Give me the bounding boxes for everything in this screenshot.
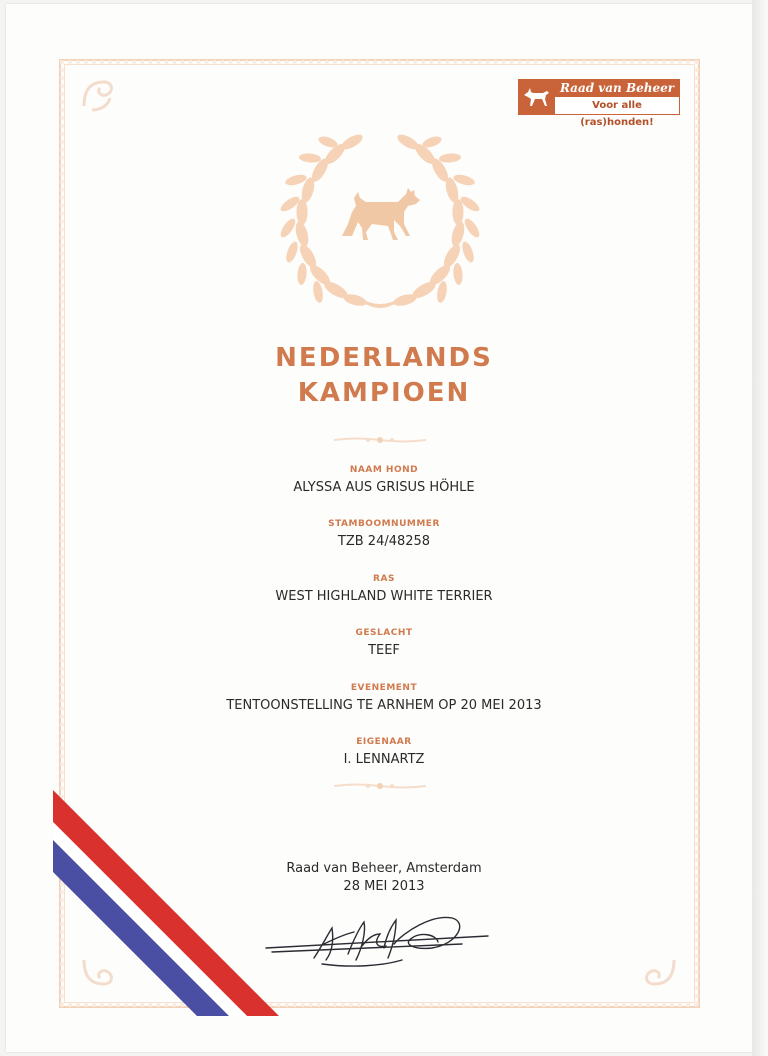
dog-name-value: ALYSSA AUS GRISUS HÖHLE <box>293 480 475 495</box>
issuer-text: Raad van Beheer, Amsterdam <box>286 861 482 876</box>
owner-value: I. LENNARTZ <box>343 752 425 767</box>
dog-logo-icon <box>519 80 555 114</box>
certificate-title-line1: NEDERLANDS <box>275 343 493 373</box>
logo-name: Raad van Beheer <box>555 80 679 97</box>
pedigree-number-label: STAMBOOMNUMMER <box>328 519 440 529</box>
dog-name-label: NAAM HOND <box>349 465 419 475</box>
dog-silhouette-icon <box>342 188 420 240</box>
sex-value: TEEF <box>368 643 400 658</box>
event-value: TENTOONSTELLING TE ARNHEM OP 20 MEI 2013 <box>226 698 542 713</box>
laurel-wreath-icon <box>280 128 480 313</box>
logo-tagline: Voor alle (ras)honden! <box>580 100 654 128</box>
corner-ornament-icon <box>78 950 118 990</box>
breed-value: WEST HIGHLAND WHITE TERRIER <box>275 589 493 604</box>
ornament-divider-icon <box>334 782 426 790</box>
breed-label: RAS <box>373 574 395 584</box>
event-label: EVENEMENT <box>350 683 418 693</box>
corner-ornament-icon <box>640 950 680 990</box>
signature <box>262 908 492 974</box>
corner-ornament-icon <box>78 76 118 116</box>
issue-date: 28 MEI 2013 <box>343 879 425 894</box>
certificate-title-line2: KAMPIOEN <box>297 378 471 408</box>
raad-van-beheer-logo <box>518 79 680 128</box>
ornament-divider-icon <box>334 436 426 444</box>
owner-label: EIGENAAR <box>356 737 412 747</box>
pedigree-number-value: TZB 24/48258 <box>337 534 431 549</box>
sex-label: GESLACHT <box>355 628 413 638</box>
